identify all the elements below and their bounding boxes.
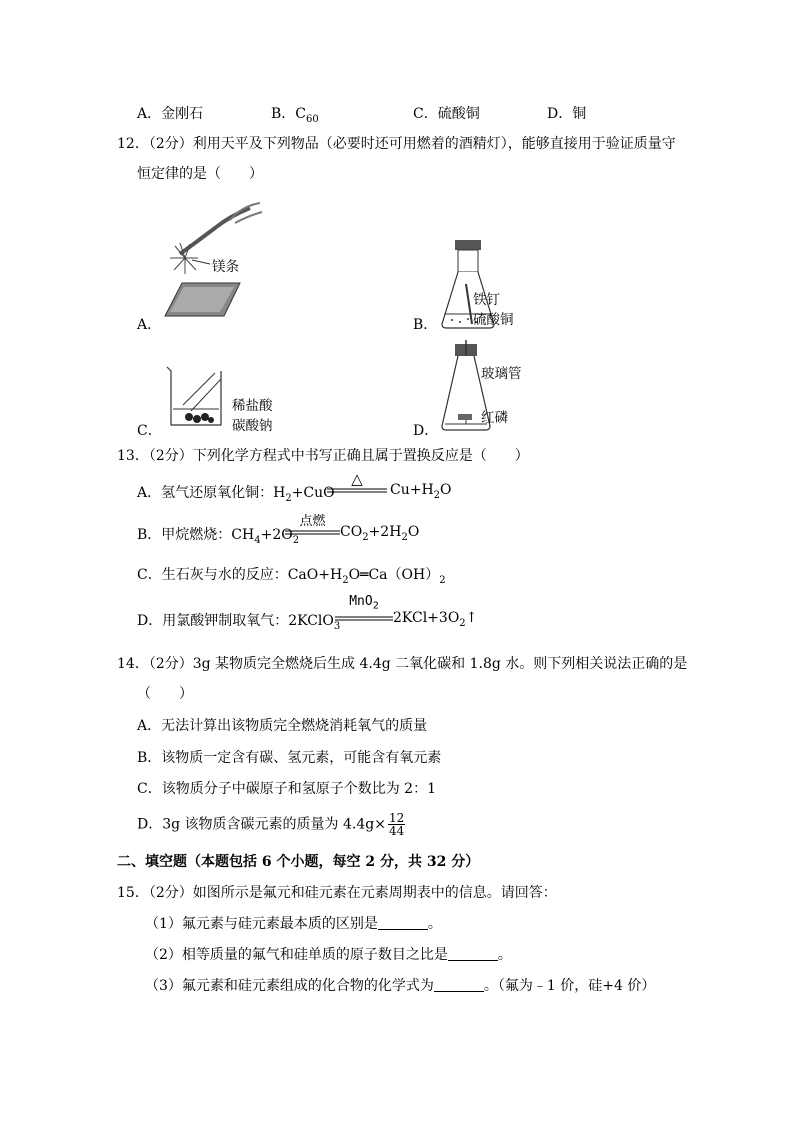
figure-a-label-magnesium: 镁条 [212,259,239,275]
q13-d-equals-sign [335,616,393,622]
q14-option-d: D．3g 该物质含碳元素的质量为 4.4g× $\frac{12}{44}$ [137,811,405,838]
q12-option-c: C． [137,423,162,439]
answer-blank-3[interactable] [434,977,484,992]
figure-b-label-nail: 铁钉 [473,292,500,308]
q15-part1: （1）氟元素与硅元素最本质的区别是 。 [145,916,442,932]
q14-option-a: A．无法计算出该物质完全燃烧消耗氧气的质量 [137,718,428,734]
figure-b-label-copper-sulfate: 硫酸铜 [473,312,514,328]
q11-option-d: D．铜 [547,106,587,122]
q14-stem-line2: （ ） [137,686,193,702]
q14-option-c: C．该物质分子中碳原子和氢原子个数比为 2：1 [137,781,436,797]
q13-b-condition: 点燃 [299,514,326,529]
q15-part3: （3）氟元素和硅元素组成的化合物的化学式为 。（氟为﹣1 价，硅+4 价） [145,978,656,994]
q13-a-products: $Cu+H_2O$ [390,482,452,501]
q15-stem: 15．（2分）如图所示是氟元和硅元素在元素周期表中的信息。请回答： [117,885,557,901]
q13-a-equals-sign [327,488,387,494]
q12-option-a: A． [137,317,162,333]
q12-stem-line2: 恒定律的是（ ） [137,166,263,182]
q13-option-a: A．氢气还原氧化铜：$H_2+CuO$ [137,485,335,504]
figure-c-label-acid: 稀盐酸 [232,398,273,414]
figure-c-beaker-acid [163,365,225,429]
q14-stem-line1: 14．（2分）3g 某物质完全燃烧后生成 4.4g 二氧化碳和 1.8g 水。则下列相关说法正确的是 [117,656,688,672]
q13-option-d: D．用氯酸钾制取氧气：2KClO$_3$ [137,613,341,632]
q11-option-c: C．硫酸铜 [413,106,480,122]
q11-option-b: B．$C_{60}$ [271,106,319,125]
q15-part2: （2）相等质量的氟气和硅单质的原子数目之比是 。 [145,947,512,963]
figure-c-label-sodium-carbonate: 碳酸钠 [232,418,273,434]
q14-option-b: B．该物质一定含有碳、氢元素，可能含有氧元素 [137,750,442,766]
figure-d-label-red-phosphorus: 红磷 [481,410,508,426]
q13-d-products: $2KCl+3O_2↑$ [393,610,478,629]
q13-a-condition: △ [351,470,363,488]
q13-stem: 13．（2分）下列化学方程式中书写正确且属于置换反应是（ ） [117,448,529,464]
q12-option-b: B． [413,317,438,333]
q13-b-equals-sign [285,530,340,536]
q12-stem-line1: 12．（2分）利用天平及下列物品（必要时还可用燃着的酒精灯），能够直接用于验证质量守 [117,136,676,152]
answer-blank-1[interactable] [378,915,428,930]
figure-d-label-glass-tube: 玻璃管 [481,366,522,382]
q12-option-d: D． [413,423,439,439]
q13-b-products: $CO_2+2H_2O$ [340,524,420,543]
answer-blank-2[interactable] [448,946,498,961]
q13-option-b: B．甲烷燃烧：$CH_4+2O_2$ [137,527,300,546]
q13-option-c: C．生石灰与水的反应：$CaO+H_2O═Ca(OH)_2$ [137,567,446,586]
q13-d-condition: MnO$_2$ [349,594,379,612]
fraction-12-44: $\frac{12}{44}$ [388,811,405,838]
q11-option-a: A．金刚石 [137,106,204,122]
section-2-heading: 二、填空题（本题包括 6 个小题，每空 2 分，共 32 分） [117,854,480,870]
